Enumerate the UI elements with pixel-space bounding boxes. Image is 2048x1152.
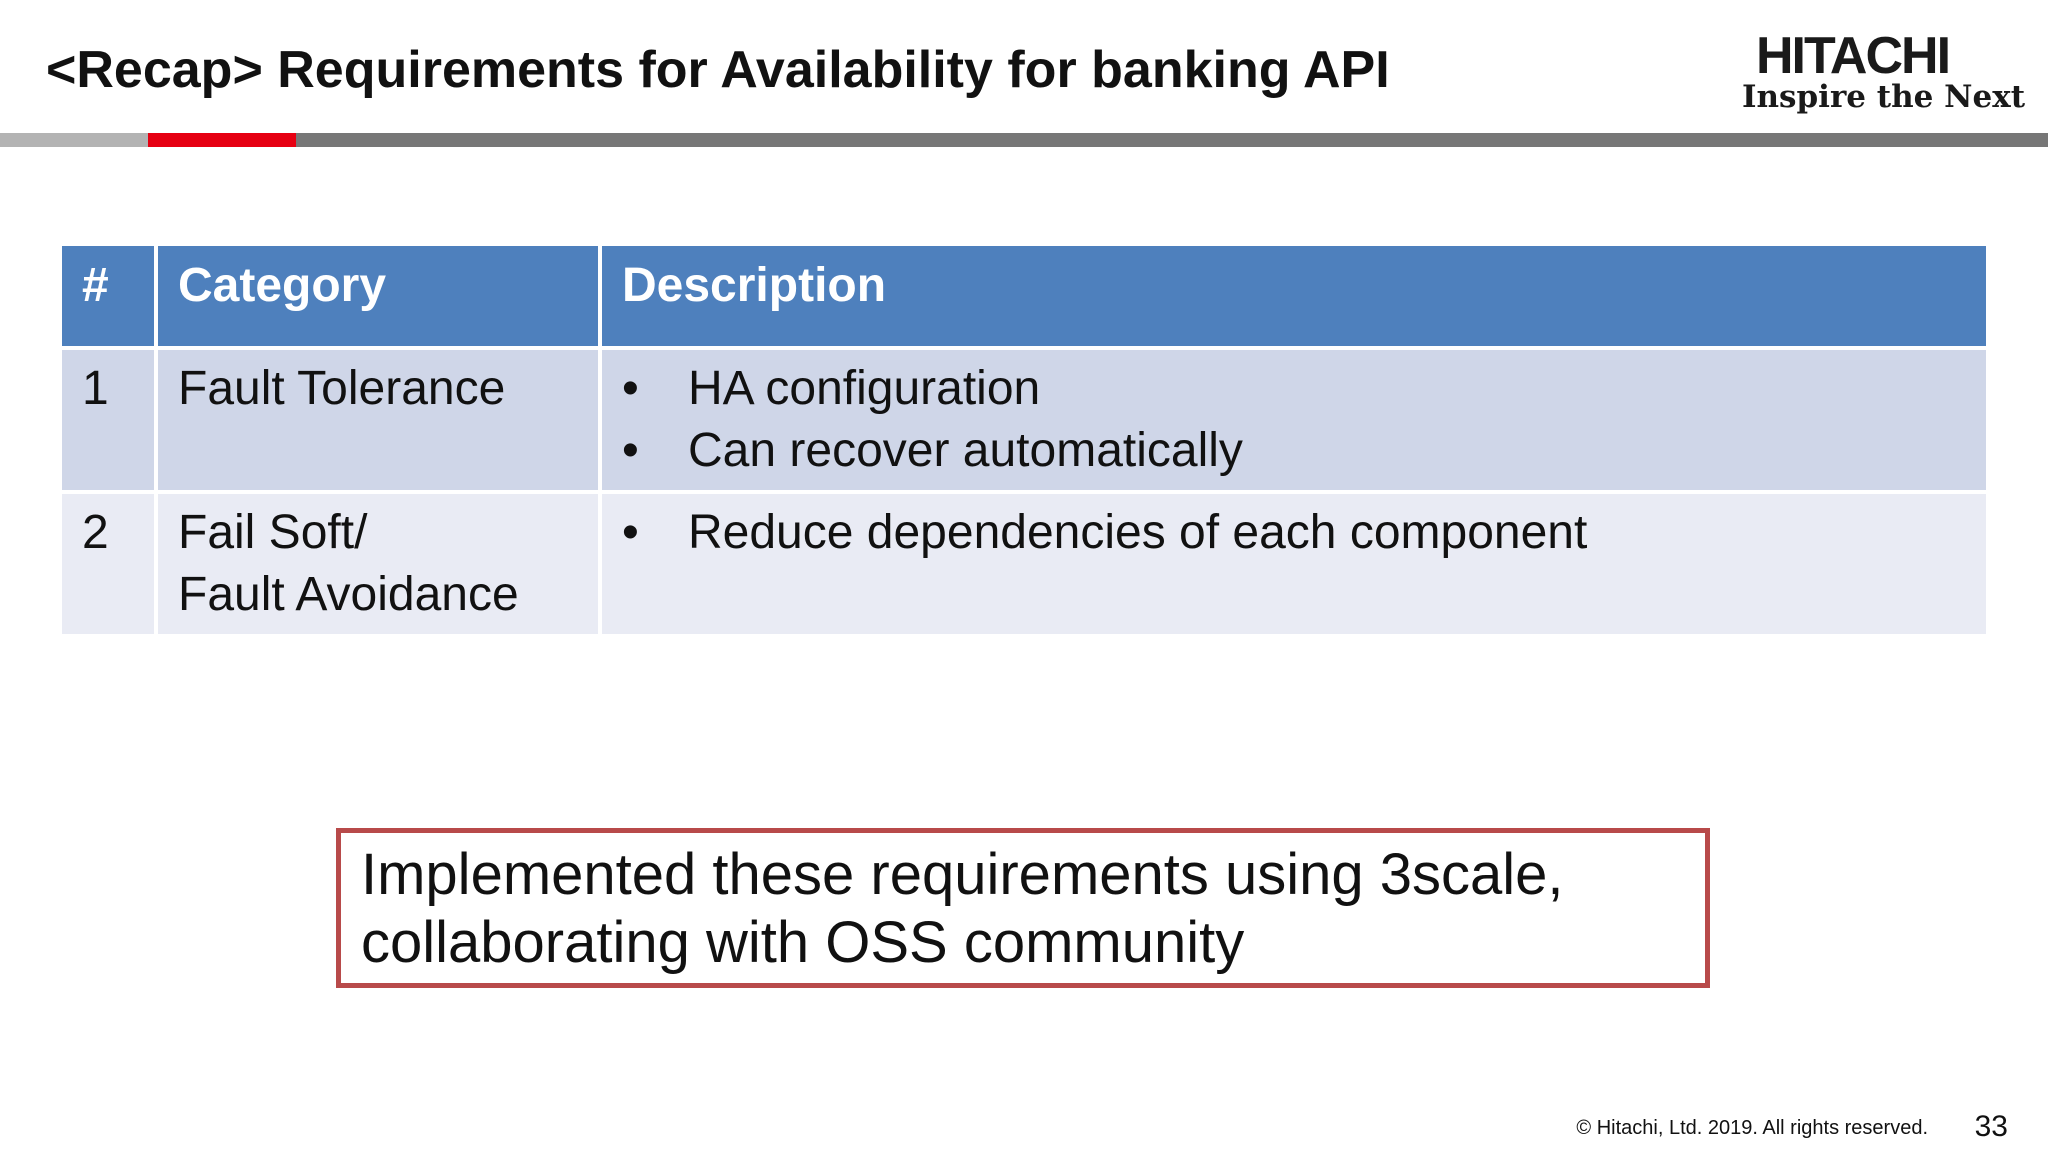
- table-row: [62, 350, 1986, 490]
- slide-title: <Recap> Requirements for Availability for banking API: [46, 41, 1390, 99]
- description-bullet-list: [622, 358, 1966, 482]
- column-header-description: Description: [602, 246, 1986, 346]
- row-category: [158, 494, 598, 634]
- callout-box: [336, 828, 1710, 988]
- category-line: Fail Soft/: [178, 506, 368, 559]
- bullet-glyph: •: [622, 506, 639, 559]
- divider-segment-light: [0, 133, 148, 147]
- bullet-glyph: •: [622, 362, 639, 415]
- requirements-table: [58, 242, 1990, 638]
- divider-segment-accent: [148, 133, 296, 147]
- row-category: [158, 350, 598, 490]
- page-number: 33: [1974, 1110, 2008, 1143]
- table-header-row: [62, 246, 1986, 346]
- bullet-item: [622, 358, 1966, 420]
- divider-segment-dark: [296, 133, 2048, 147]
- row-number: 1: [62, 350, 154, 490]
- row-description: [602, 494, 1986, 634]
- callout-line: collaborating with OSS community: [361, 910, 1245, 975]
- bullet-item: [622, 420, 1966, 482]
- bullet-glyph: •: [622, 424, 639, 477]
- category-line: Fault Tolerance: [178, 362, 506, 415]
- category-line: Fault Avoidance: [178, 568, 519, 621]
- logo-tagline: Inspire the Next: [1742, 79, 2026, 115]
- table-row: [62, 494, 1986, 634]
- logo-wordmark: HITACHI: [1756, 27, 1950, 85]
- column-header-number: #: [62, 246, 154, 346]
- copyright-notice: © Hitachi, Ltd. 2019. All rights reserved.: [1576, 1117, 1928, 1139]
- row-description: [602, 350, 1986, 490]
- header-divider-bar: [0, 133, 2048, 147]
- bullet-text: Reduce dependencies of each component: [688, 506, 1588, 559]
- bullet-text: Can recover automatically: [688, 424, 1243, 477]
- row-number: 2: [62, 494, 154, 634]
- description-bullet-list: [622, 502, 1966, 564]
- callout-line: Implemented these requirements using 3scale,: [361, 842, 1564, 907]
- bullet-text: HA configuration: [688, 362, 1041, 415]
- bullet-item: [622, 502, 1966, 564]
- column-header-category: Category: [158, 246, 598, 346]
- hitachi-logo: [1730, 22, 2026, 115]
